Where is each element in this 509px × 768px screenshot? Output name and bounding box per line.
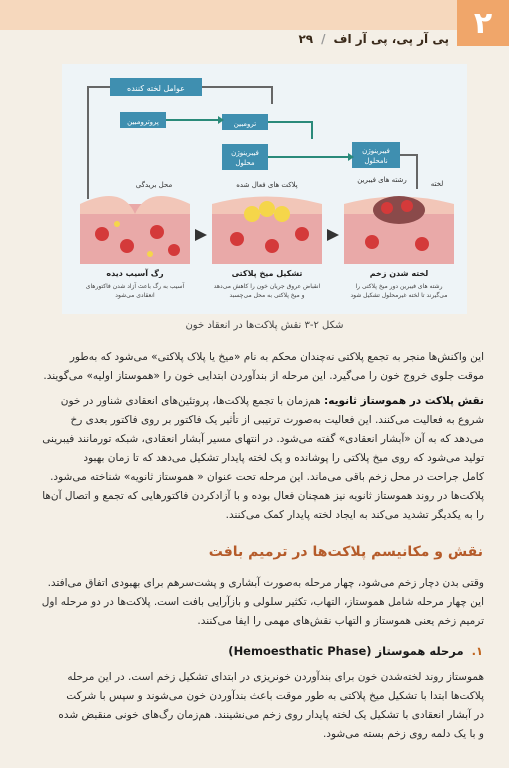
panel-platelet-plug (212, 181, 322, 299)
panel1-desc2: انعقادی می‌شود (115, 292, 155, 299)
subsection-number: ۱. (471, 644, 483, 658)
figure-caption: شکل ۲-۳ نقش پلاکت‌ها در انعقاد خون (185, 320, 344, 331)
clotting-diagram (62, 64, 467, 314)
panel1-title: رگ آسیب دیده (106, 269, 164, 278)
chapter-tab: ۲ (457, 0, 509, 46)
fibrin-label: فیبرینوژن (362, 147, 390, 155)
section-title: نقش و مکانیسم پلاکت‌ها در ترمیم بافت (208, 544, 483, 560)
book-title: پی آر پی، پی آر اف (333, 32, 449, 46)
paragraph-2: نقش پلاکت در هموستاز ثانویه: هم‌زمان با تجمع پلاکت‌ها، پروتئین‌های انعقادی شناور در خون شروع به فعالیت می‌کنند. این فعالیت به‌صورت ترتیبی از تأثیر یک فاکتور بر روی فاکتور بعدی رخ می‌دهد که به آن «آبشار انعقادی» گفته می‌شود. در انتهای مسیر آبشار انعقادی، شبکه تورمانند فیبرینی تولید می‌شود که روی میخ پلاکتی را پوشانده و یک لخته پایدار تشکیل می‌دهد که تا زمان بهبود کامل جراحت در محل زخم باقی می‌ماند. این مرحله تحت عنوان « هموستاز ثانویه» شناخته می‌شود. پلاکت‌ها در روند هموستاز ثانویه نیز همچنان فعال بوده و با آزادکردن فاکتورهایی که تجمع و اتصال آن‌ها را به یکدیگر تشدید می‌کند به ایجاد لخته پایدار کمک می‌کنند. (42, 395, 484, 521)
prothrombin-label: پروترومبین (127, 118, 159, 126)
panel2-desc2: و میخ پلاکتی به محل می‌چسبد (229, 292, 305, 299)
panel3-desc1: رشته های فیبرین دور میخ پلاکتی را (355, 283, 443, 290)
panel-damaged-vessel (80, 180, 190, 299)
arrow-panel-2-3 (327, 229, 339, 241)
panel3-callout: رشته های فیبرین (357, 176, 407, 184)
panel-clot (344, 176, 454, 299)
coag-factors-label: عوامل لخته کننده (127, 84, 185, 93)
panel2-desc1: انقباض عروق جریان خون را کاهش می‌دهد (213, 283, 321, 290)
panel3-desc2: می‌گیرند تا لخته غیرمحلول تشکیل شود (350, 292, 448, 299)
panel1-callout: محل بریدگی (135, 181, 173, 189)
arrow-panel-1-2 (195, 229, 207, 241)
svg-text:نامحلول: نامحلول (364, 157, 388, 165)
panel3-callout2: لخته (430, 180, 444, 188)
panel1-desc1: آسیب به رگ باعث آزاد شدن فاکتورهای (85, 283, 185, 290)
svg-text:محلول: محلول (235, 159, 255, 167)
panel2-callout: پلاکت های فعال شده (236, 181, 298, 189)
secondary-hemostasis-term: نقش پلاکت در هموستاز ثانویه: (324, 395, 484, 407)
separator: / (321, 32, 326, 46)
thrombin-label: ترومبین (233, 120, 257, 128)
panel2-title: تشکیل میخ پلاکتی (231, 269, 303, 278)
figure-blood-clotting (62, 64, 467, 314)
paragraph-1: این واکنش‌ها منجر به تجمع پلاکتی نه‌چندان محکم به نام «میخ یا پلاک پلاکتی» می‌شود که به‌طور موقت جلوی خروج خون را می‌گیرد. این مرحله از بندآوردن ابتدایی خون را «هموستاز اولیه» می‌گویند. (43, 351, 484, 382)
page-number: ۲۹ (298, 32, 314, 46)
subsection-label: مرحله هموستاز (Hemoesthatic Phase) (228, 644, 464, 658)
panel3-title: لخته شدن زخم (369, 269, 429, 278)
paragraph-3: وقتی بدن دچار زخم می‌شود، چهار مرحله به‌صورت آبشاری و پشت‌سرهم برای بهبودی اتفاق می‌افتد. این چهار مرحله شامل هموستاز، التهاب، تکثیر سلولی و بازآرایی بافت است. پلاکت‌ها در دو مرحله اول ترمیم زخم یعنی هموستاز و التهاب نقش‌های مهمی را ایفا می‌کنند. (41, 577, 484, 627)
paragraph-4: هموستاز روند لخته‌شدن خون برای بندآوردن خونریزی در ابتدای تشکیل زخم است. در این مرحله پلاکت‌ها ابتدا با تشکیل میخ پلاکتی به طور موقت باعث بندآوردن خون می‌شوند و سپس با شرکت در آبشار انعقادی با تشکیل یک لخته پایدار روی زخم می‌نشینند. هم‌زمان رگ‌های خونی منقبض شده و با یک دلمه روی زخم بسته می‌شود. (58, 671, 484, 740)
subsection-title (228, 644, 483, 658)
header-band (0, 0, 457, 30)
running-head (298, 32, 449, 46)
fibrinogen-label: فیبرینوژن (231, 149, 259, 157)
